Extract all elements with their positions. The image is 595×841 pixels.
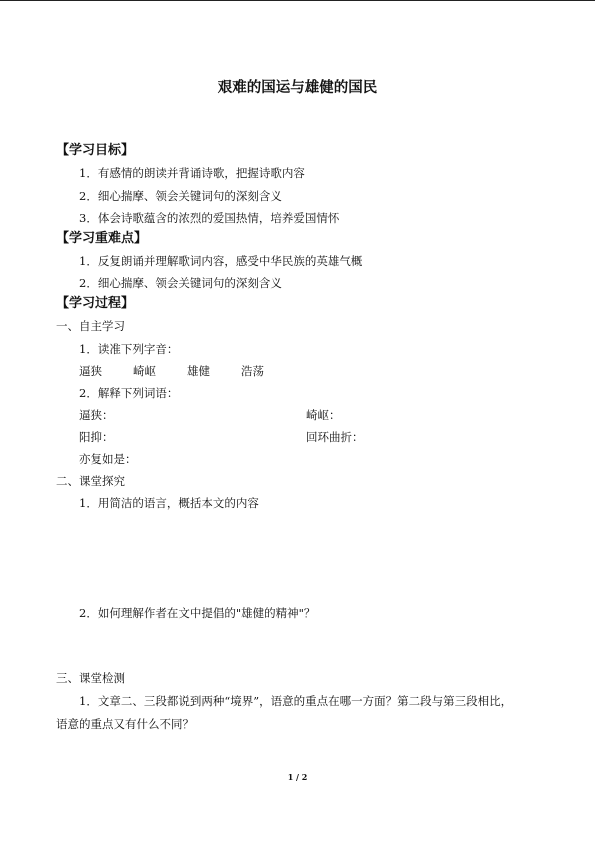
pronunciation-word: 崎岖 [133,364,156,378]
definition-item: 阳抑： [79,430,114,444]
part2-title: 二、课堂探究 [56,474,125,488]
page-title: 艰难的国运与雄健的国民 [217,80,378,96]
pronunciation-word: 逼狭 [79,364,102,378]
part1-question-2: 2．解释下列词语： [79,386,179,400]
objective-item-3: 3．体会诗歌蕴含的浓烈的爱国热情，培养爱国情怀 [79,211,340,225]
part3-title: 三、课堂检测 [56,671,125,685]
pronunciation-word: 雄健 [187,364,210,378]
part1-question-1: 1．读准下列字音： [79,342,179,356]
part3-question-1-line-2: 语意的重点又有什么不同？ [56,717,194,731]
part2-question-2: 2．如何理解作者在文中提倡的"雄健的精神"？ [79,606,316,620]
objective-item-2: 2．细心揣摩、领会关键词句的深刻含义 [79,189,282,203]
process-heading: 【学习过程】 [56,296,135,311]
definition-item: 逼狭： [79,408,114,422]
definition-item: 崎岖： [306,408,341,422]
key-points-heading: 【学习重难点】 [56,231,148,246]
part1-title: 一、自主学习 [56,319,125,333]
key-point-item-1: 1．反复朗诵并理解歌词内容，感受中华民族的英雄气概 [79,254,363,268]
objectives-heading: 【学习目标】 [56,143,135,158]
definition-item: 亦复如是： [79,452,137,466]
pronunciation-word: 浩荡 [241,364,264,378]
top-border-line [0,0,595,1]
part2-question-1: 1．用简洁的语言，概括本文的内容 [79,496,259,510]
key-point-item-2: 2．细心揣摩、领会关键词句的深刻含义 [79,276,282,290]
definition-item: 回环曲折： [306,430,364,444]
part3-question-1-line-1: 1．文章二、三段都说到两种“境界”，语意的重点在哪一方面？第二段与第三段相比， [79,694,513,708]
objective-item-1: 1．有感情的朗读并背诵诗歌，把握诗歌内容 [79,166,305,180]
page-number: 1 / 2 [287,772,308,782]
